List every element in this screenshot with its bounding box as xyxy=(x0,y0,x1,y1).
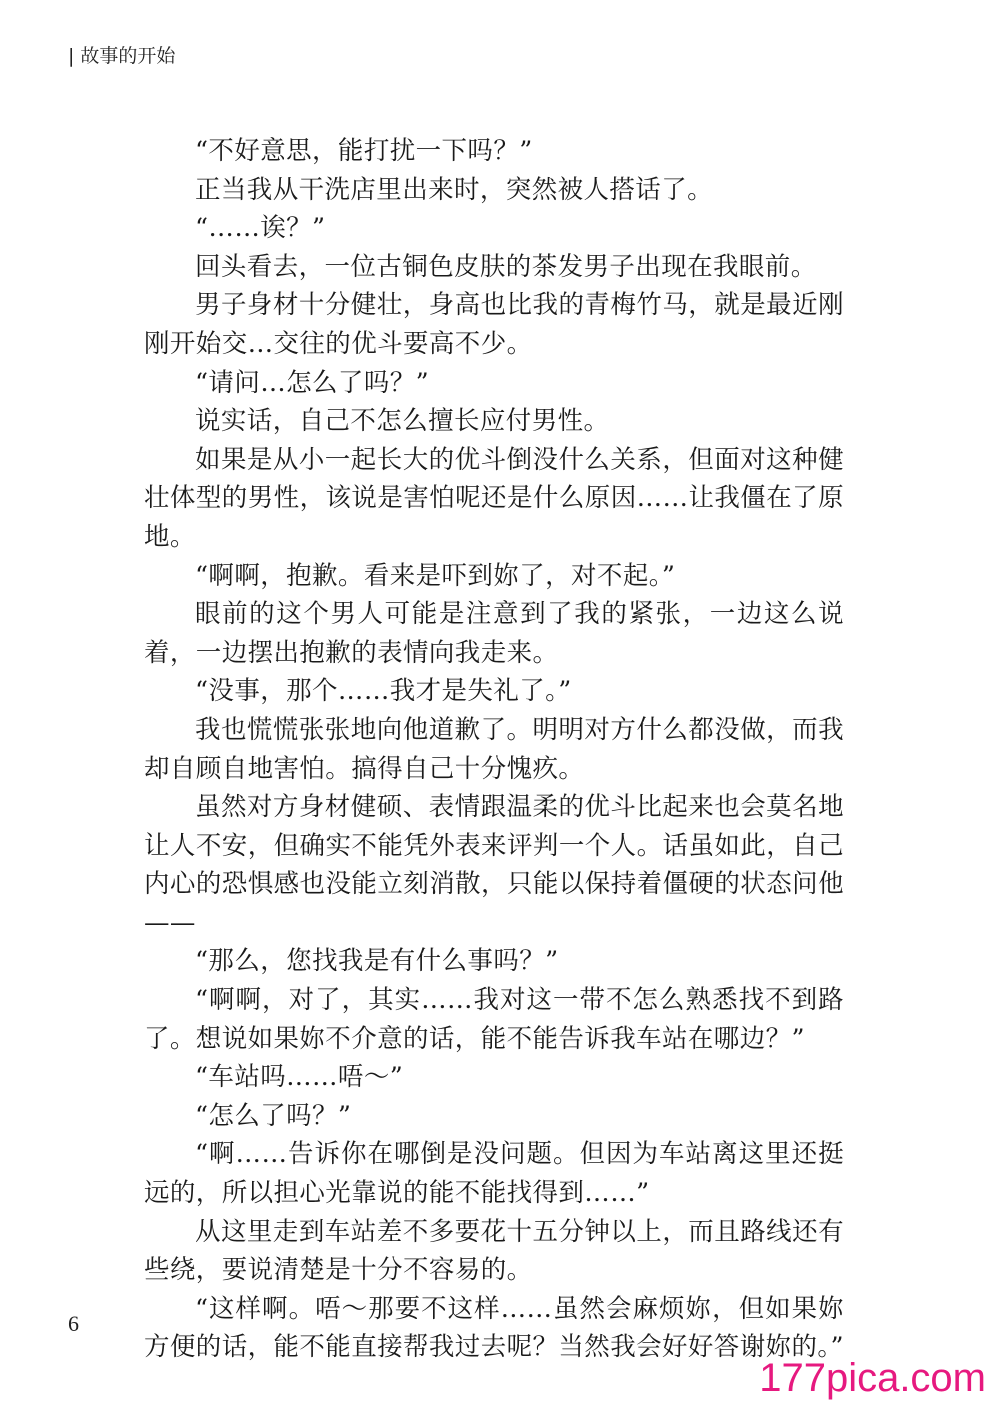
body-text xyxy=(144,132,844,1367)
paragraph: 我也慌慌张张地向他道歉了。明明对方什么都没做，而我却自顾自地害怕。搞得自己十分愧疚。 xyxy=(144,714,844,784)
paragraph: “车站吗……唔～” xyxy=(195,1062,404,1093)
running-header xyxy=(68,44,175,68)
paragraph: “啊啊，对了，其实……我对这一带不怎么熟悉找不到路了。想说如果妳不介意的话，能不能告诉我车站在哪边？” xyxy=(144,985,844,1054)
paragraph: “啊啊，抱歉。看来是吓到妳了，对不起。” xyxy=(195,560,676,591)
site-watermark: 177pica.com xyxy=(759,1356,986,1400)
paragraph: “怎么了吗？” xyxy=(195,1100,352,1131)
paragraph: “啊……告诉你在哪倒是没问题。但因为车站离这里还挺远的，所以担心光靠说的能不能找得到……” xyxy=(144,1139,844,1209)
paragraph: 回头看去，一位古铜色皮肤的茶发男子出现在我眼前。 xyxy=(195,251,817,282)
paragraph: “请问…怎么了吗？” xyxy=(195,367,430,398)
paragraph: 从这里走到车站差不多要花十五分钟以上，而且路线还有些绕，要说清楚是十分不容易的。 xyxy=(144,1216,844,1286)
paragraph: 虽然对方身材健硕、表情跟温柔的优斗比起来也会莫名地让人不安，但确实不能凭外表来评判一个人。话虽如此，自己内心的恐惧感也没能立刻消散，只能以保持着僵硬的状态问他—— xyxy=(144,792,844,938)
paragraph: “……诶？” xyxy=(195,213,326,244)
chapter-title: 故事的开始 xyxy=(80,45,176,67)
paragraph: 正当我从干洗店里出来时，突然被人搭话了。 xyxy=(195,174,714,205)
paragraph: 如果是从小一起长大的优斗倒没什么关系，但面对这种健壮体型的男性，该说是害怕呢还是什么原因……让我僵在了原地。 xyxy=(144,444,844,552)
paragraph: “这样啊。唔～那要不这样……虽然会麻烦妳，但如果妳方便的话，能不能直接帮我过去呢？当然我会好好答谢妳的。” xyxy=(144,1293,844,1363)
paragraph: “不好意思，能打扰一下吗？” xyxy=(195,136,533,166)
paragraph: “没事，那个……我才是失礼了。” xyxy=(195,676,572,707)
paragraph: “那么，您找我是有什么事吗？” xyxy=(195,946,559,977)
paragraph: 眼前的这个男人可能是注意到了我的紧张，一边这么说着，一边摆出抱歉的表情向我走来。 xyxy=(144,599,844,668)
page-number: 6 xyxy=(68,1311,79,1336)
paragraph: 说实话，自己不怎么擅长应付男性。 xyxy=(195,406,610,437)
header-bar: | xyxy=(68,45,75,67)
paragraph: 男子身材十分健壮，身高也比我的青梅竹马，就是最近刚刚开始交…交往的优斗要高不少。 xyxy=(144,290,844,359)
